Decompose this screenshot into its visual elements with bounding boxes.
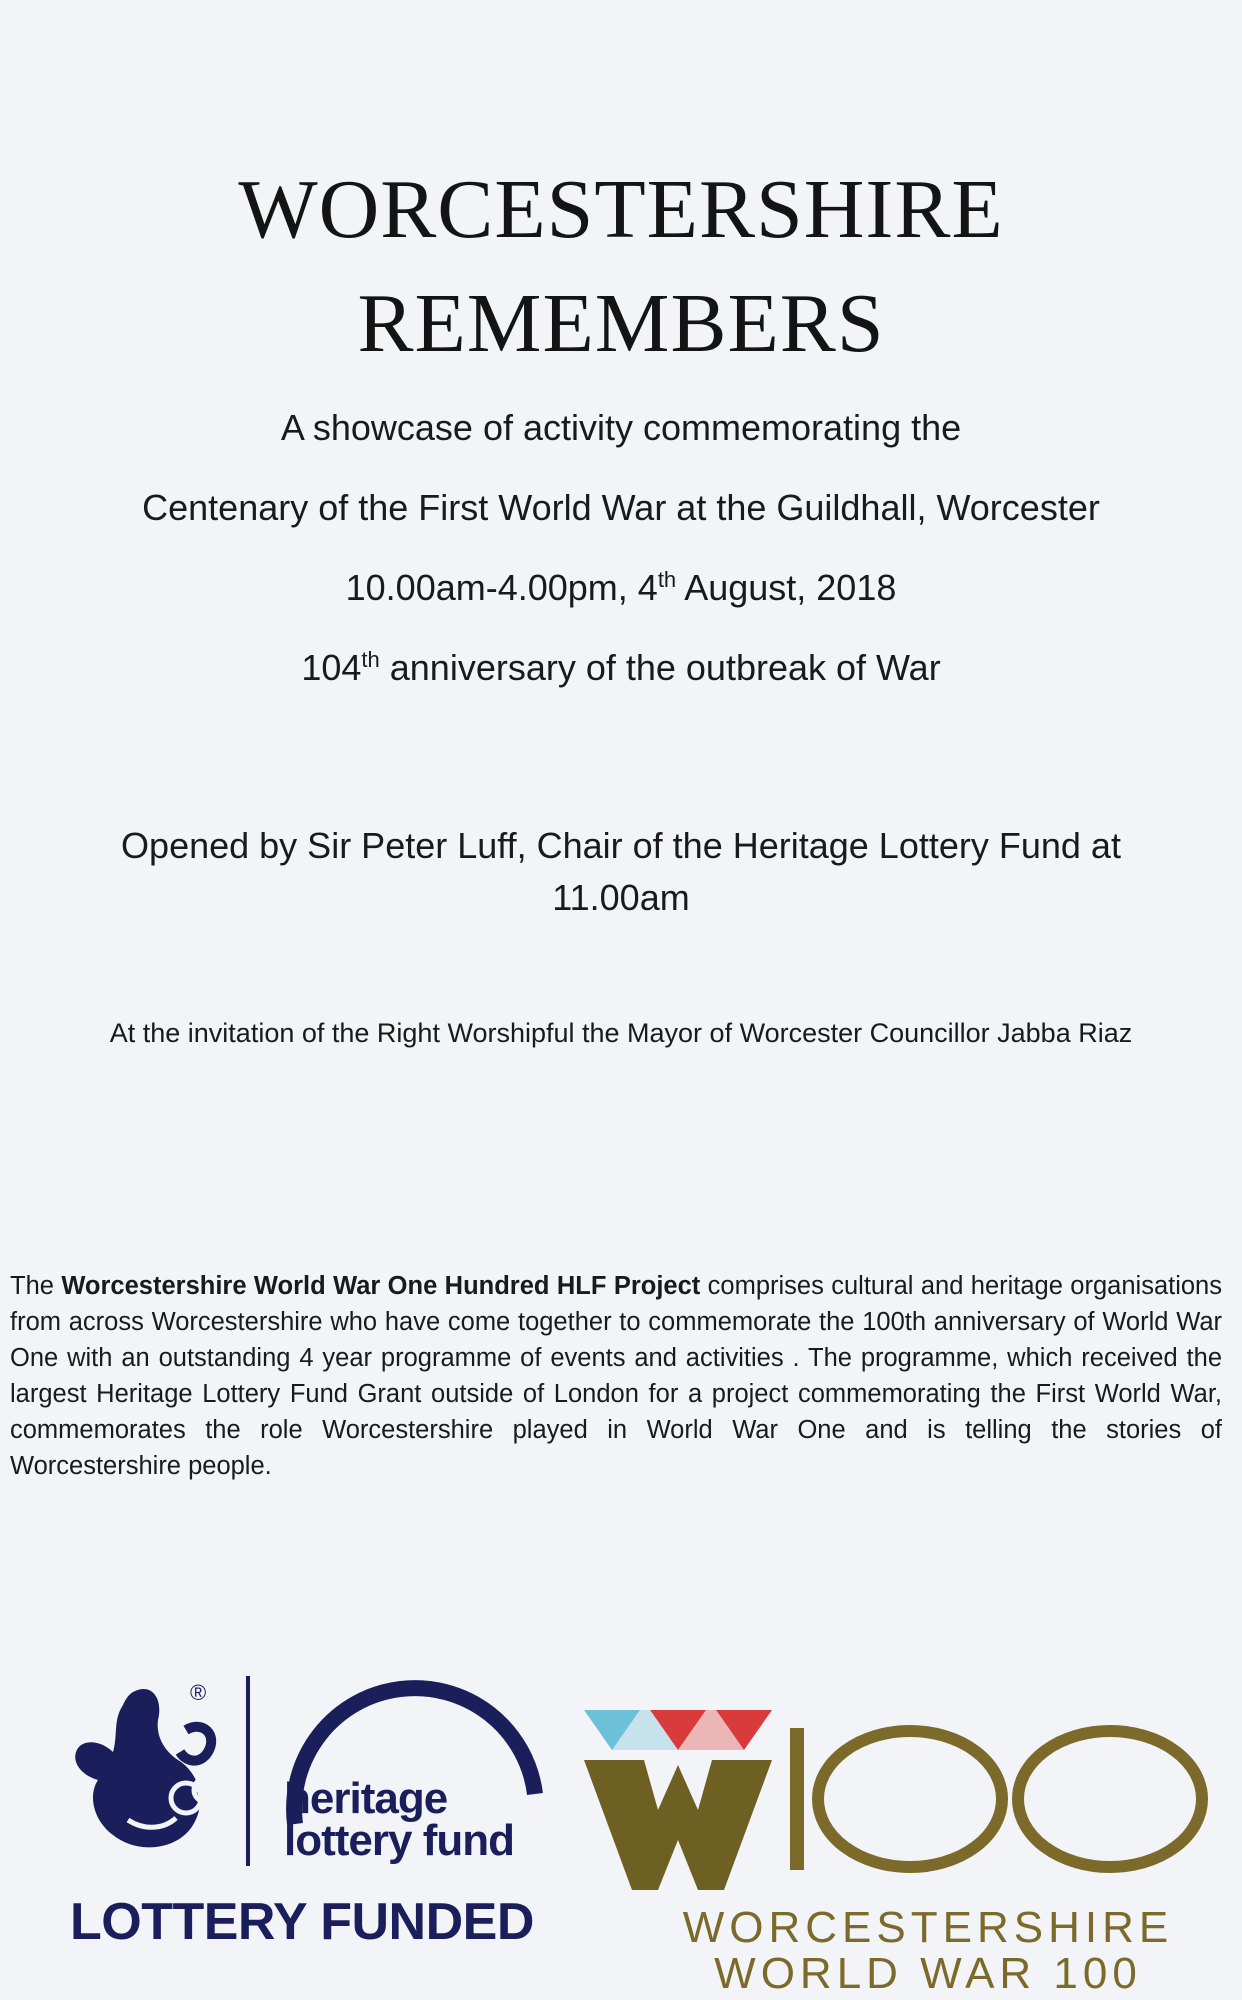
intro-line-2: Centenary of the First World War at the Guildhall, Worcester: [142, 487, 1100, 528]
worcestershire-w-logo-icon: [584, 1710, 774, 1900]
registered-mark: ®: [190, 1680, 207, 1705]
anniversary-sup: th: [361, 647, 380, 672]
description-lead: The: [10, 1272, 62, 1300]
ww100-line-1: WORCESTERSHIRE: [682, 1903, 1174, 1952]
project-description: [10, 1268, 1222, 1484]
lottery-crossed-fingers-icon: [68, 1680, 228, 1860]
opened-by-line-1: Opened by Sir Peter Luff, Chair of the Heritage Lottery Fund at: [121, 825, 1121, 866]
anniversary-prefix: 104: [301, 647, 362, 688]
anniversary-suffix: anniversary of the outbreak of War: [379, 647, 941, 688]
invitation-line: At the invitation of the Right Worshipful the Mayor of Worcester Councillor Jabba Riaz: [109, 1018, 1133, 1048]
title-line-1: WORCESTERSHIRE: [238, 163, 1004, 256]
event-time-sup: th: [657, 567, 677, 592]
event-time-prefix: 10.00am-4.00pm, 4: [345, 567, 658, 608]
title-line-2: REMEMBERS: [357, 277, 885, 370]
event-time: [0, 568, 1242, 608]
anniversary-line: [0, 648, 1242, 688]
heritage-lottery-fund-wordmark: [284, 1774, 514, 1865]
ww100-line-2: WORLD WAR 100: [714, 1949, 1142, 1998]
hlf-line-1: heritage: [284, 1774, 448, 1823]
lottery-funded-label: LOTTERY FUNDED: [70, 1893, 534, 1951]
hlf-line-2: lottery fund: [284, 1816, 514, 1865]
opened-by: [60, 820, 1182, 924]
logo-divider: [246, 1676, 250, 1866]
logo-footer: [0, 1660, 1242, 2000]
description-project-name: Worcestershire World War One Hundred HLF Project: [61, 1272, 701, 1300]
event-time-suffix: August, 2018: [676, 567, 897, 608]
description-body: comprises cultural and heritage organisations from across Worcestershire who have come together to commemorate the 100th anniversary of World War One with an outstanding 4 year programme of events and activities . The programme, which received the largest Heritage Lottery Fund Grant outside of London for a project commemorating the First World War, commemorates the role Worcestershire played in World War One and is telling the stories of Worcestershire people.: [10, 1272, 1222, 1480]
intro-line-1: A showcase of activity commemorating the: [280, 407, 962, 448]
worcestershire-100-numeral-icon: [790, 1724, 1210, 1874]
opened-by-line-2: 11.00am: [552, 877, 690, 918]
